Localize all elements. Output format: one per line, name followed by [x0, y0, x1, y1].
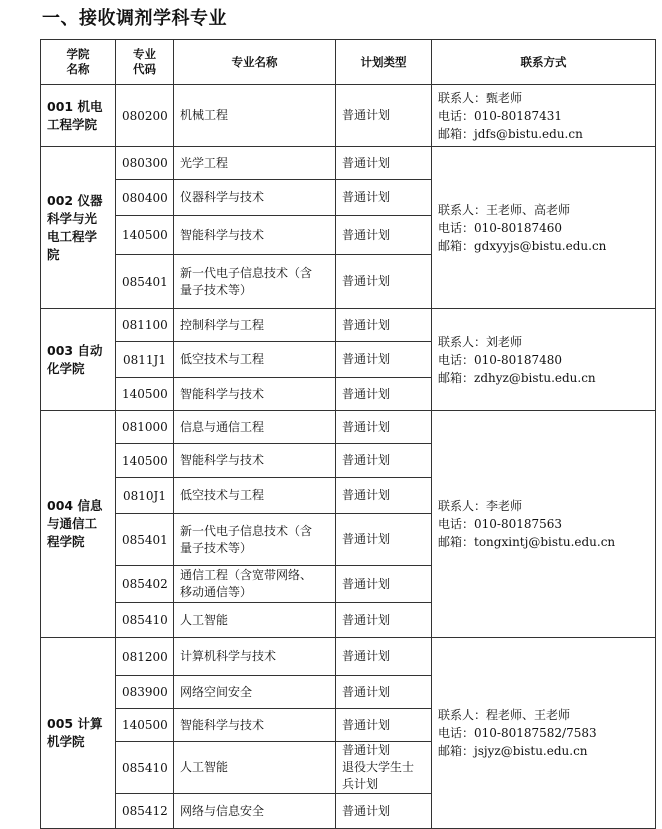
- plan-type: 普通计划: [336, 147, 432, 180]
- major-name: 网络与信息安全: [174, 794, 336, 829]
- plan-type: 普通计划: [336, 603, 432, 638]
- contact-phone: 电话：010-80187563: [438, 517, 563, 531]
- plan-type: 普通计划: [336, 180, 432, 216]
- plan-type: 普通计划: [336, 638, 432, 676]
- college-name: 003 自动 化学院: [41, 309, 116, 411]
- plan-type: 普通计划 退役大学生士 兵计划: [336, 742, 432, 794]
- plan-type: 普通计划: [336, 378, 432, 411]
- major-code: 085410: [116, 742, 174, 794]
- major-code: 140500: [116, 216, 174, 255]
- major-code: 080300: [116, 147, 174, 180]
- major-code: 085410: [116, 603, 174, 638]
- table-row: [41, 147, 656, 180]
- major-name: 计算机科学与技术: [174, 638, 336, 676]
- plan-type: 普通计划: [336, 342, 432, 378]
- major-name: 智能科学与技术: [174, 216, 336, 255]
- contact-phone: 电话：010-80187480: [438, 352, 563, 367]
- contact-phone: 电话：010-80187431: [438, 108, 563, 123]
- major-code: 085401: [116, 514, 174, 566]
- contact-info: [432, 147, 656, 309]
- header-code: 专业 代码: [116, 40, 174, 85]
- major-name: 仪器科学与技术: [174, 180, 336, 216]
- header-plan: 计划类型: [336, 40, 432, 85]
- header-college: 学院 名称: [41, 40, 116, 85]
- college-name: 005 计算 机学院: [41, 638, 116, 829]
- contact-info: [432, 85, 656, 147]
- major-name: 低空技术与工程: [174, 478, 336, 514]
- contact-person: 联系人：李老师: [438, 499, 523, 513]
- major-code: 080200: [116, 85, 174, 147]
- major-code: 140500: [116, 378, 174, 411]
- plan-type: 普通计划: [336, 85, 432, 147]
- major-name: 低空技术与工程: [174, 342, 336, 378]
- major-code: 081200: [116, 638, 174, 676]
- major-name: 信息与通信工程: [174, 411, 336, 444]
- plan-type: 普通计划: [336, 566, 432, 603]
- header-contact: 联系方式: [432, 40, 656, 85]
- contact-email: 邮箱：jsjyz@bistu.edu.cn: [438, 744, 588, 758]
- college-name: 004 信息 与通信工 程学院: [41, 411, 116, 638]
- major-code: 081000: [116, 411, 174, 444]
- section-title: 一、接收调剂学科专业: [42, 8, 227, 29]
- plan-type: 普通计划: [336, 411, 432, 444]
- major-code: 085412: [116, 794, 174, 829]
- contact-person: 联系人：程老师、王老师: [438, 708, 571, 722]
- major-name: 智能科学与技术: [174, 378, 336, 411]
- major-code: 0810J1: [116, 478, 174, 514]
- major-name: 光学工程: [174, 147, 336, 180]
- major-name: 人工智能: [174, 603, 336, 638]
- plan-type: 普通计划: [336, 478, 432, 514]
- table-row: [41, 411, 656, 444]
- contact-phone: 电话：010-80187460: [438, 220, 563, 235]
- plan-type: 普通计划: [336, 255, 432, 309]
- major-name: 人工智能: [174, 742, 336, 794]
- major-name: 智能科学与技术: [174, 709, 336, 742]
- major-name: 新一代电子信息技术（含 量子技术等）: [174, 255, 336, 309]
- plan-type: 普通计划: [336, 794, 432, 829]
- major-code: 085402: [116, 566, 174, 603]
- plan-type: 普通计划: [336, 676, 432, 709]
- table-row: [41, 638, 656, 676]
- plan-type: 普通计划: [336, 216, 432, 255]
- contact-info: [432, 411, 656, 638]
- major-code: 140500: [116, 709, 174, 742]
- table-row: [41, 85, 656, 147]
- contact-email: 邮箱：jdfs@bistu.edu.cn: [438, 126, 583, 141]
- table-body: [41, 85, 656, 829]
- major-table: [40, 39, 656, 829]
- major-name: 通信工程（含宽带网络、 移动通信等）: [174, 566, 336, 603]
- contact-person: 联系人：甄老师: [438, 90, 523, 105]
- major-name: 控制科学与工程: [174, 309, 336, 342]
- major-name: 网络空间安全: [174, 676, 336, 709]
- contact-phone: 电话：010-80187582/7583: [438, 726, 597, 740]
- table-row: [41, 309, 656, 342]
- major-code: 0811J1: [116, 342, 174, 378]
- plan-type: 普通计划: [336, 514, 432, 566]
- major-name: 智能科学与技术: [174, 444, 336, 478]
- college-name: 001 机电 工程学院: [41, 85, 116, 147]
- major-name: 机械工程: [174, 85, 336, 147]
- major-code: 140500: [116, 444, 174, 478]
- contact-info: [432, 638, 656, 829]
- contact-info: [432, 309, 656, 411]
- major-code: 080400: [116, 180, 174, 216]
- major-name: 新一代电子信息技术（含 量子技术等）: [174, 514, 336, 566]
- plan-type: 普通计划: [336, 444, 432, 478]
- contact-email: 邮箱：gdxyyjs@bistu.edu.cn: [438, 238, 607, 253]
- table-header-row: [41, 40, 656, 85]
- major-code: 083900: [116, 676, 174, 709]
- contact-person: 联系人：王老师、高老师: [438, 202, 571, 217]
- major-code: 085401: [116, 255, 174, 309]
- plan-type: 普通计划: [336, 709, 432, 742]
- major-code: 081100: [116, 309, 174, 342]
- contact-email: 邮箱：tongxintj@bistu.edu.cn: [438, 535, 616, 549]
- college-name: 002 仪器 科学与光 电工程学 院: [41, 147, 116, 309]
- plan-type: 普通计划: [336, 309, 432, 342]
- contact-email: 邮箱：zdhyz@bistu.edu.cn: [438, 370, 596, 385]
- contact-person: 联系人：刘老师: [438, 334, 523, 349]
- header-major: 专业名称: [174, 40, 336, 85]
